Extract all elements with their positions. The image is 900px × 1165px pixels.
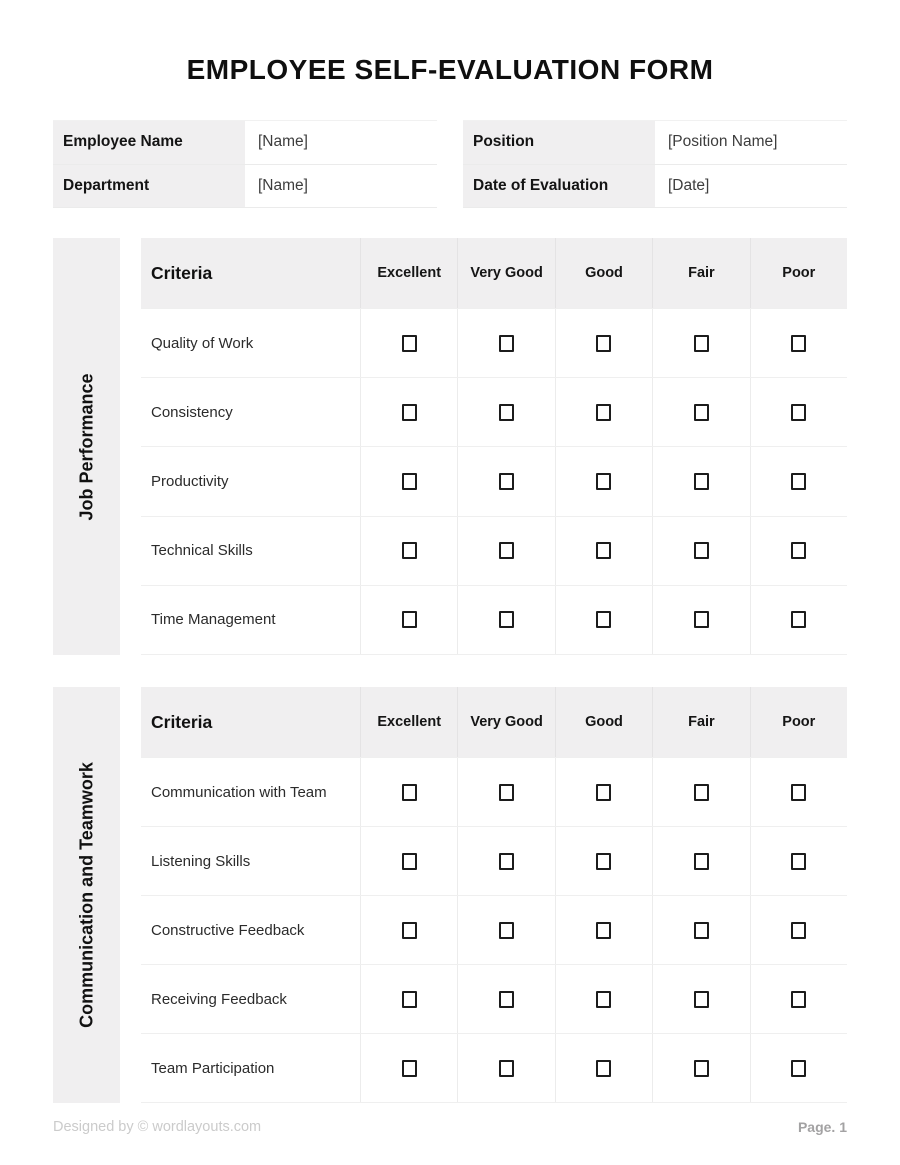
page-footer [53, 1119, 847, 1135]
col-header-excellent: Excellent [360, 238, 457, 308]
col-header-fair: Fair [652, 238, 749, 308]
rating-checkbox[interactable] [499, 335, 514, 352]
rating-cell [555, 827, 652, 895]
rating-cell [360, 965, 457, 1033]
rating-checkbox[interactable] [402, 404, 417, 421]
rating-cell [457, 1034, 554, 1102]
rating-checkbox[interactable] [596, 922, 611, 939]
criteria-label: Technical Skills [151, 542, 253, 560]
rating-checkbox[interactable] [596, 611, 611, 628]
rating-checkbox[interactable] [791, 404, 806, 421]
rating-checkbox[interactable] [499, 784, 514, 801]
criteria-label: Communication with Team [151, 783, 327, 801]
rating-cell [360, 758, 457, 826]
rating-checkbox[interactable] [596, 853, 611, 870]
rating-cell [555, 896, 652, 964]
rating-checkbox[interactable] [791, 784, 806, 801]
criteria-column-header: Criteria [151, 262, 213, 283]
rating-checkbox[interactable] [694, 922, 709, 939]
rating-cell [750, 827, 847, 895]
rating-checkbox[interactable] [791, 1060, 806, 1077]
rating-checkbox[interactable] [499, 473, 514, 490]
rating-cell [360, 827, 457, 895]
rating-cell [555, 965, 652, 1033]
rating-cell [652, 309, 749, 377]
rating-checkbox[interactable] [694, 1060, 709, 1077]
rating-cell [457, 827, 554, 895]
section-communication-teamwork [53, 687, 847, 1103]
rating-checkbox[interactable] [402, 784, 417, 801]
col-header-poor: Poor [750, 687, 847, 757]
rating-cell [652, 586, 749, 654]
section-job-performance [53, 238, 847, 655]
rating-cell [360, 309, 457, 377]
col-header-very-good: Very Good [457, 687, 554, 757]
table-row [141, 516, 847, 585]
rating-cell [652, 517, 749, 585]
table-row [141, 964, 847, 1033]
section-title-strip [53, 687, 120, 1103]
rating-checkbox[interactable] [596, 1060, 611, 1077]
rating-checkbox[interactable] [694, 542, 709, 559]
rating-cell [652, 758, 749, 826]
info-table-right [463, 120, 847, 208]
rating-checkbox[interactable] [499, 991, 514, 1008]
rating-checkbox[interactable] [402, 611, 417, 628]
rating-cell [457, 447, 554, 515]
col-header-poor: Poor [750, 238, 847, 308]
rating-cell [750, 896, 847, 964]
rating-cell [555, 758, 652, 826]
rating-checkbox[interactable] [596, 991, 611, 1008]
position-value[interactable]: [Position Name] [655, 121, 847, 165]
rating-cell [555, 586, 652, 654]
department-value[interactable]: [Name] [245, 165, 437, 209]
col-header-good: Good [555, 687, 652, 757]
criteria-column-header: Criteria [151, 711, 213, 732]
rating-cell [652, 827, 749, 895]
rating-checkbox[interactable] [596, 404, 611, 421]
table-row [141, 826, 847, 895]
rating-checkbox[interactable] [499, 1060, 514, 1077]
rating-cell [457, 586, 554, 654]
rating-checkbox[interactable] [596, 542, 611, 559]
rating-cell [750, 309, 847, 377]
table-row [141, 895, 847, 964]
rating-checkbox[interactable] [402, 991, 417, 1008]
rating-cell [555, 378, 652, 446]
rating-cell [457, 517, 554, 585]
footer-page-number: Page. 1 [797, 1119, 847, 1135]
rating-cell [457, 758, 554, 826]
rating-checkbox[interactable] [694, 611, 709, 628]
rating-checkbox[interactable] [791, 853, 806, 870]
rating-checkbox[interactable] [402, 542, 417, 559]
rating-cell [360, 517, 457, 585]
rating-cell [652, 378, 749, 446]
employee-name-value[interactable]: [Name] [245, 121, 437, 165]
rating-cell [457, 378, 554, 446]
rating-cell [750, 517, 847, 585]
rating-checkbox[interactable] [791, 335, 806, 352]
table-row [141, 1033, 847, 1103]
rating-checkbox[interactable] [499, 853, 514, 870]
criteria-label: Receiving Feedback [151, 990, 287, 1008]
table-row [141, 377, 847, 446]
col-header-fair: Fair [652, 687, 749, 757]
employee-name-label: Employee Name [53, 121, 245, 165]
rating-cell [750, 586, 847, 654]
rating-table [141, 238, 847, 655]
rating-checkbox[interactable] [791, 611, 806, 628]
section-title: Communication and Teamwork [76, 762, 96, 1028]
rating-checkbox[interactable] [402, 1060, 417, 1077]
criteria-label: Productivity [151, 473, 229, 490]
rating-checkbox[interactable] [596, 473, 611, 490]
rating-checkbox[interactable] [402, 922, 417, 939]
criteria-label: Listening Skills [151, 852, 251, 870]
rating-checkbox[interactable] [499, 542, 514, 559]
rating-cell [750, 378, 847, 446]
rating-checkbox[interactable] [499, 611, 514, 628]
rating-checkbox[interactable] [694, 335, 709, 352]
date-of-evaluation-label: Date of Evaluation [463, 165, 655, 209]
rating-checkbox[interactable] [694, 991, 709, 1008]
criteria-label: Time Management [151, 611, 276, 629]
rating-cell [750, 758, 847, 826]
rating-checkbox[interactable] [402, 335, 417, 352]
table-header-row [141, 687, 847, 757]
rating-checkbox[interactable] [596, 784, 611, 801]
rating-checkbox[interactable] [694, 784, 709, 801]
rating-cell [555, 517, 652, 585]
rating-checkbox[interactable] [596, 335, 611, 352]
department-label: Department [53, 165, 245, 209]
rating-cell [360, 896, 457, 964]
position-label: Position [463, 121, 655, 165]
rating-cell [457, 965, 554, 1033]
page-title: EMPLOYEE SELF-EVALUATION FORM [186, 54, 714, 85]
rating-cell [652, 965, 749, 1033]
col-header-excellent: Excellent [360, 687, 457, 757]
section-title-strip [53, 238, 120, 655]
section-title: Job Performance [76, 372, 96, 521]
rating-checkbox[interactable] [499, 404, 514, 421]
table-header-row [141, 238, 847, 308]
rating-cell [750, 965, 847, 1033]
rating-checkbox[interactable] [402, 853, 417, 870]
rating-checkbox[interactable] [499, 922, 514, 939]
rating-cell [555, 447, 652, 515]
rating-checkbox[interactable] [791, 922, 806, 939]
rating-cell [457, 896, 554, 964]
rating-checkbox[interactable] [694, 473, 709, 490]
rating-cell [652, 447, 749, 515]
criteria-label: Quality of Work [151, 334, 254, 352]
info-table-left [53, 120, 437, 208]
col-header-very-good: Very Good [457, 238, 554, 308]
rating-cell [360, 378, 457, 446]
rating-cell [750, 447, 847, 515]
rating-checkbox[interactable] [694, 404, 709, 421]
rating-cell [360, 447, 457, 515]
criteria-label: Constructive Feedback [151, 921, 305, 939]
date-of-evaluation-value[interactable]: [Date] [655, 165, 847, 209]
rating-cell [652, 896, 749, 964]
rating-checkbox[interactable] [791, 542, 806, 559]
rating-checkbox[interactable] [402, 473, 417, 490]
criteria-label: Team Participation [151, 1059, 275, 1077]
rating-cell [750, 1034, 847, 1102]
table-row [141, 308, 847, 377]
rating-checkbox[interactable] [694, 853, 709, 870]
rating-cell [652, 1034, 749, 1102]
footer-credit: Designed by © wordlayouts.com [53, 1119, 262, 1135]
rating-table [141, 687, 847, 1103]
rating-cell [555, 1034, 652, 1102]
info-tables [53, 120, 847, 208]
col-header-good: Good [555, 238, 652, 308]
rating-checkbox[interactable] [791, 473, 806, 490]
rating-cell [555, 309, 652, 377]
rating-cell [360, 1034, 457, 1102]
table-row [141, 585, 847, 655]
table-row [141, 757, 847, 826]
rating-cell [457, 309, 554, 377]
rating-cell [360, 586, 457, 654]
table-row [141, 446, 847, 515]
rating-checkbox[interactable] [791, 991, 806, 1008]
criteria-label: Consistency [151, 403, 233, 421]
